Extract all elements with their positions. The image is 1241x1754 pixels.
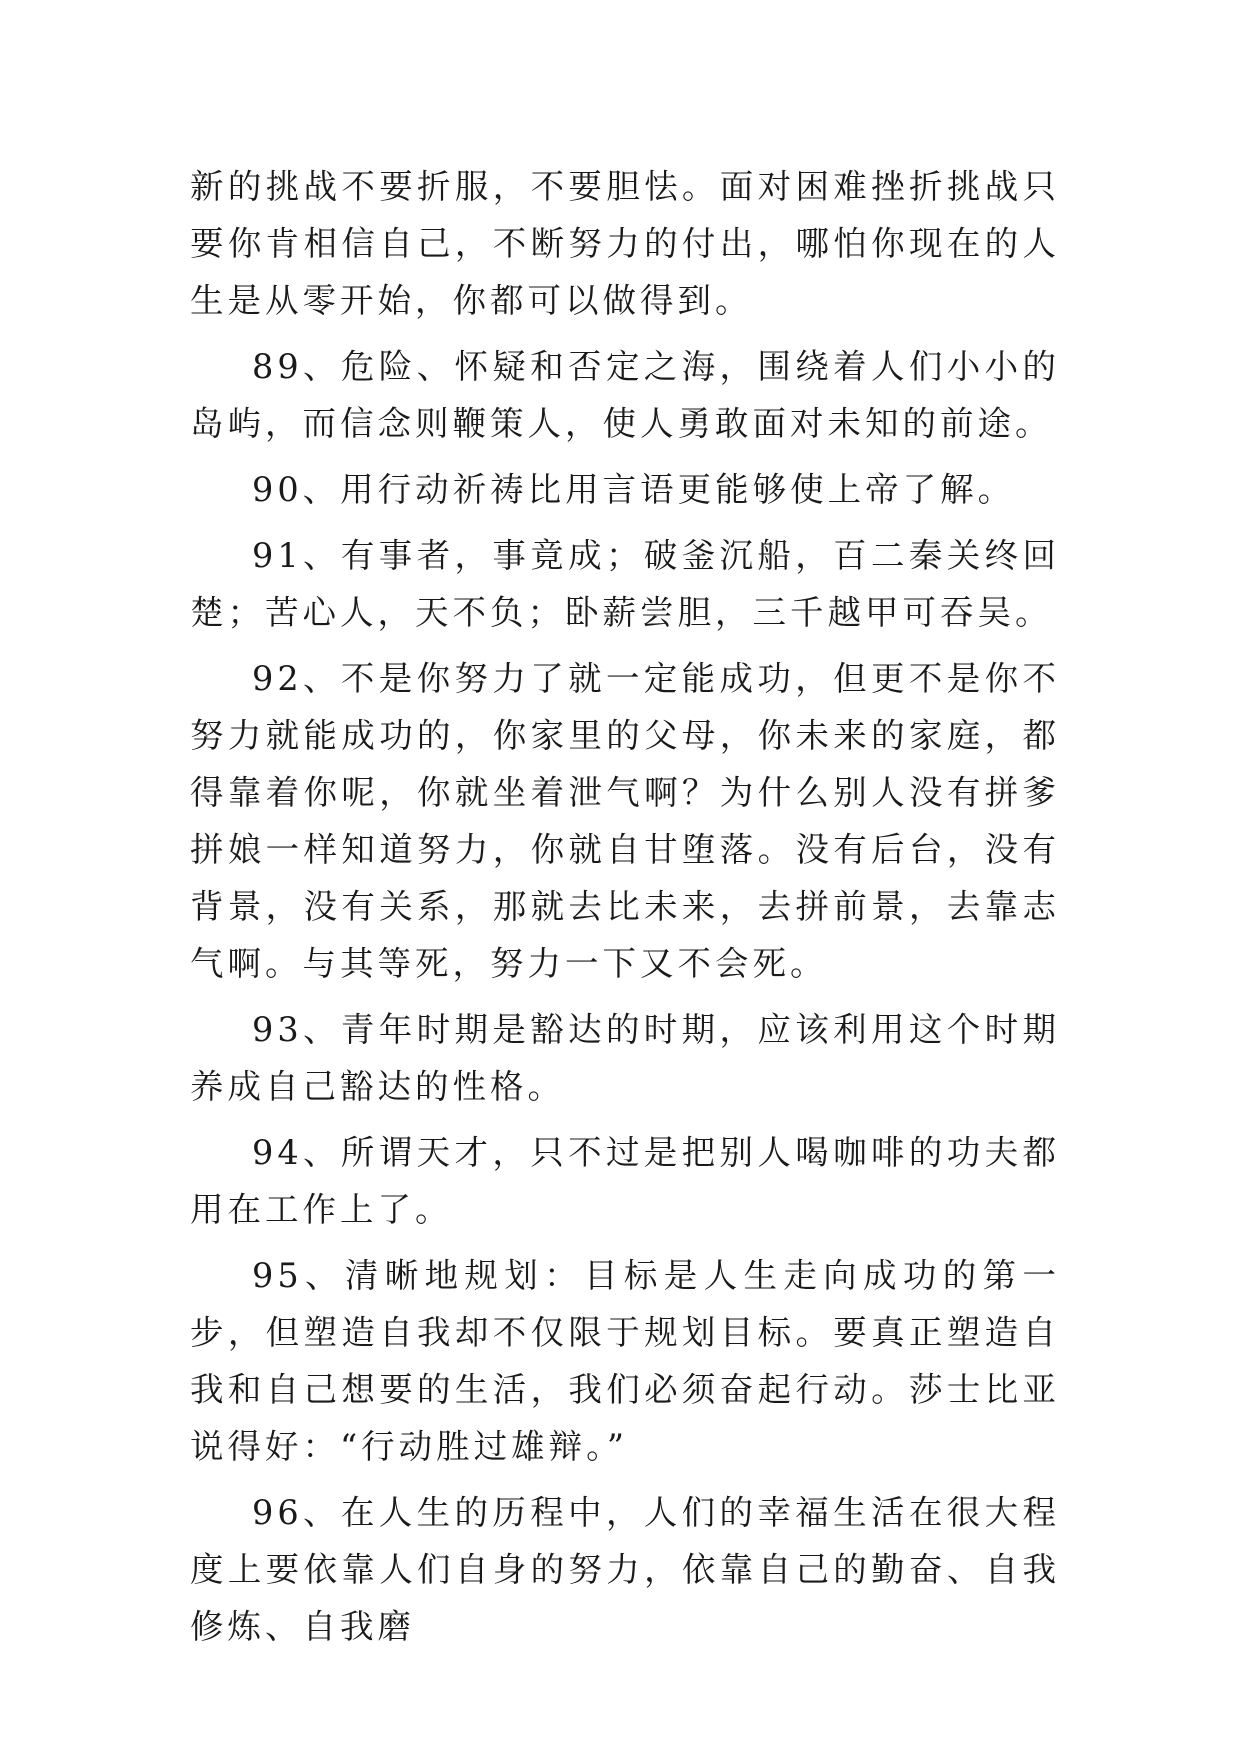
paragraph-item-96: 96、在人生的历程中，人们的幸福生活在很大程度上要依靠人们自身的努力，依靠自己的勤奋、自我修炼、自我磨 <box>190 1493 1060 1646</box>
document-page <box>190 158 1060 1664</box>
paragraph-item-94: 94、所谓天才，只不过是把别人喝咖啡的功夫都用在工作上了。 <box>190 1133 1060 1229</box>
paragraph-item-93: 93、青年时期是豁达的时期，应该利用这个时期养成自己豁达的性格。 <box>190 1010 1060 1106</box>
paragraph-item-91: 91、有事者，事竟成；破釜沉船，百二秦关终回楚；苦心人，天不负；卧薪尝胆，三千越甲可吞吴。 <box>190 536 1060 632</box>
paragraph-item-90: 90、用行动祈祷比用言语更能够使上帝了解。 <box>252 470 1016 509</box>
paragraph-item-92: 92、不是你努力了就一定能成功，但更不是你不努力就能成功的，你家里的父母，你未来的家庭，都得靠着你呢，你就坐着泄气啊？为什么别人没有拼爹拼娘一样知道努力，你就自甘堕落。没有后台，没有背景，没有关系，那就去比未来，去拼前景，去靠志气啊。与其等死，努力一下又不会死。 <box>190 659 1060 983</box>
paragraph-item-89: 89、危险、怀疑和否定之海，围绕着人们小小的岛屿，而信念则鞭策人，使人勇敢面对未知的前途。 <box>190 347 1060 443</box>
paragraph-continuation: 新的挑战不要折服，不要胆怯。面对困难挫折挑战只要你肯相信自己，不断努力的付出，哪怕你现在的人生是从零开始，你都可以做得到。 <box>190 167 1060 320</box>
paragraph-item-95: 95、清晰地规划：目标是人生走向成功的第一步，但塑造自我却不仅限于规划目标。要真正塑造自我和自己想要的生活，我们必须奋起行动。莎士比亚说得好：“行动胜过雄辩。” <box>190 1256 1060 1466</box>
